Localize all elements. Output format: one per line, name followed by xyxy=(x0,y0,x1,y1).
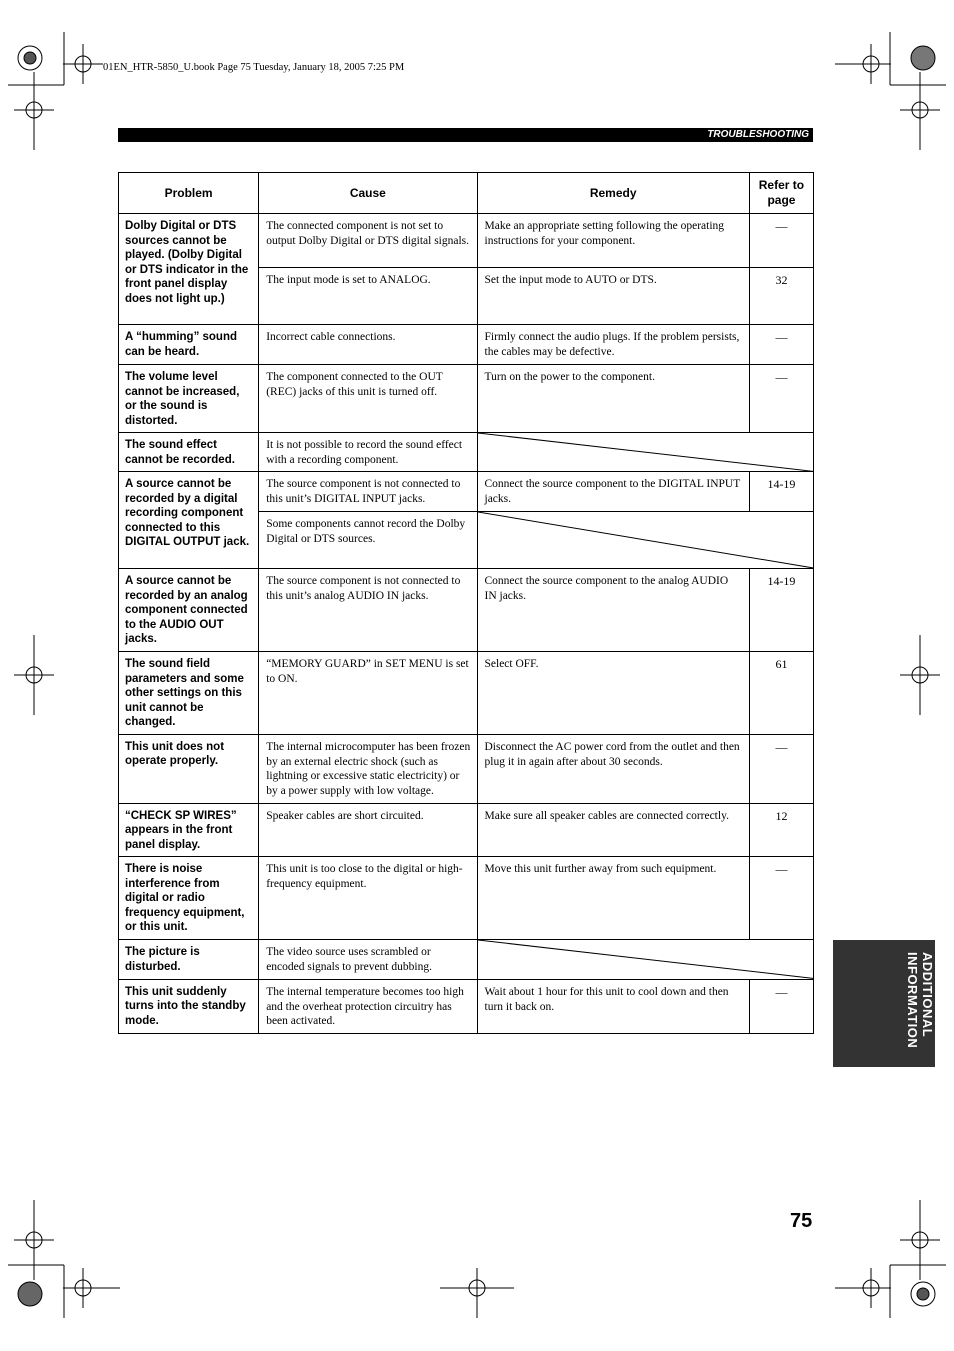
remedy-cell: Disconnect the AC power cord from the outlet and then plug it in again after about 30 seconds. xyxy=(477,734,749,803)
side-tab-line-2: INFORMATION xyxy=(905,952,920,1049)
page-ref-cell: — xyxy=(749,734,813,803)
remedy-cell: Move this unit further away from such equipment. xyxy=(477,857,749,940)
problem-cell: A source cannot be recorded by a digital recording component connected to this DIGITAL OUTPUT jack. xyxy=(119,472,259,569)
page-ref-cell: — xyxy=(749,857,813,940)
table-row xyxy=(119,214,814,268)
problem-cell: This unit suddenly turns into the standby mode. xyxy=(119,979,259,1033)
cause-cell: The video source uses scrambled or encoded signals to prevent dubbing. xyxy=(259,940,477,979)
page-ref-cell: 61 xyxy=(749,652,813,735)
problem-cell: This unit does not operate properly. xyxy=(119,734,259,803)
table-row xyxy=(119,803,814,857)
problem-cell: Dolby Digital or DTS sources cannot be played. (Dolby Digital or DTS indicator in the front panel display does not light up.) xyxy=(119,214,259,325)
remedy-cell: Firmly connect the audio plugs. If the problem persists, the cables may be defective. xyxy=(477,325,749,365)
problem-cell: The sound field parameters and some other settings on this unit cannot be changed. xyxy=(119,652,259,735)
cause-cell: The input mode is set to ANALOG. xyxy=(259,268,477,325)
remedy-cell: Set the input mode to AUTO or DTS. xyxy=(477,268,749,325)
problem-cell: A “humming” sound can be heard. xyxy=(119,325,259,365)
page-ref-cell: — xyxy=(749,325,813,365)
table-row xyxy=(119,857,814,940)
cause-cell: Some components cannot record the Dolby Digital or DTS sources. xyxy=(259,512,477,569)
cause-cell: Incorrect cable connections. xyxy=(259,325,477,365)
page-ref-cell: 14-19 xyxy=(749,569,813,652)
problem-cell: The volume level cannot be increased, or the sound is distorted. xyxy=(119,365,259,433)
cause-cell: The internal microcomputer has been frozen by an external electric shock (such as lightning or excessive static electricity) or by a power supply with low voltage. xyxy=(259,734,477,803)
page-ref-cell: 32 xyxy=(749,268,813,325)
table-row xyxy=(119,734,814,803)
cause-cell: The connected component is not set to output Dolby Digital or DTS digital signals. xyxy=(259,214,477,268)
problem-cell: There is noise interference from digital or radio frequency equipment, or this unit. xyxy=(119,857,259,940)
remedy-cell: Connect the source component to the DIGITAL INPUT jacks. xyxy=(477,472,749,512)
remedy-cell: Turn on the power to the component. xyxy=(477,365,749,433)
table-row xyxy=(119,940,814,979)
cause-cell: The component connected to the OUT (REC) jacks of this unit is turned off. xyxy=(259,365,477,433)
table-row xyxy=(119,472,814,512)
problem-cell: A source cannot be recorded by an analog component connected to the AUDIO OUT jacks. xyxy=(119,569,259,652)
page-ref-cell: 14-19 xyxy=(749,472,813,512)
file-info-header: 01EN_HTR-5850_U.book Page 75 Tuesday, January 18, 2005 7:25 PM xyxy=(103,62,405,73)
page-ref-cell: — xyxy=(749,214,813,268)
remedy-cell: Select OFF. xyxy=(477,652,749,735)
table-row xyxy=(119,979,814,1033)
page-ref-cell: — xyxy=(749,979,813,1033)
cause-cell: This unit is too close to the digital or high-frequency equipment. xyxy=(259,857,477,940)
table-row xyxy=(119,325,814,365)
cause-cell: The source component is not connected to this unit’s DIGITAL INPUT jacks. xyxy=(259,472,477,512)
not-applicable-cell xyxy=(477,940,814,979)
table-row xyxy=(119,652,814,735)
side-tab-line-1: ADDITIONAL xyxy=(920,952,935,1038)
page-ref-cell: — xyxy=(749,365,813,433)
remedy-cell: Make sure all speaker cables are connected correctly. xyxy=(477,803,749,857)
column-header-remedy: Remedy xyxy=(477,173,749,214)
column-header-cause: Cause xyxy=(259,173,477,214)
table-row xyxy=(119,569,814,652)
problem-cell: “CHECK SP WIRES” appears in the front panel display. xyxy=(119,803,259,857)
section-side-tab xyxy=(833,940,935,1067)
not-applicable-cell xyxy=(477,512,814,569)
column-header-problem: Problem xyxy=(119,173,259,214)
column-header-refer-page: Refer to page xyxy=(749,173,813,214)
side-tab-label xyxy=(905,952,935,1048)
table-header-row xyxy=(119,173,814,214)
problem-cell: The picture is disturbed. xyxy=(119,940,259,979)
table-row xyxy=(119,365,814,433)
page-ref-cell: 12 xyxy=(749,803,813,857)
cause-cell: The source component is not connected to this unit’s analog AUDIO IN jacks. xyxy=(259,569,477,652)
cause-cell: Speaker cables are short circuited. xyxy=(259,803,477,857)
page-number: 75 xyxy=(790,1210,813,1232)
cause-cell: “MEMORY GUARD” in SET MENU is set to ON. xyxy=(259,652,477,735)
section-header-bar xyxy=(118,128,813,142)
not-applicable-cell xyxy=(477,433,814,472)
remedy-cell: Wait about 1 hour for this unit to cool down and then turn it back on. xyxy=(477,979,749,1033)
troubleshooting-table xyxy=(118,172,814,1034)
cause-cell: The internal temperature becomes too high and the overheat protection circuitry has been activated. xyxy=(259,979,477,1033)
problem-cell: The sound effect cannot be recorded. xyxy=(119,433,259,472)
remedy-cell: Make an appropriate setting following the operating instructions for your component. xyxy=(477,214,749,268)
cause-cell: It is not possible to record the sound effect with a recording component. xyxy=(259,433,477,472)
section-title: TROUBLESHOOTING xyxy=(707,129,809,140)
table-row xyxy=(119,433,814,472)
remedy-cell: Connect the source component to the analog AUDIO IN jacks. xyxy=(477,569,749,652)
